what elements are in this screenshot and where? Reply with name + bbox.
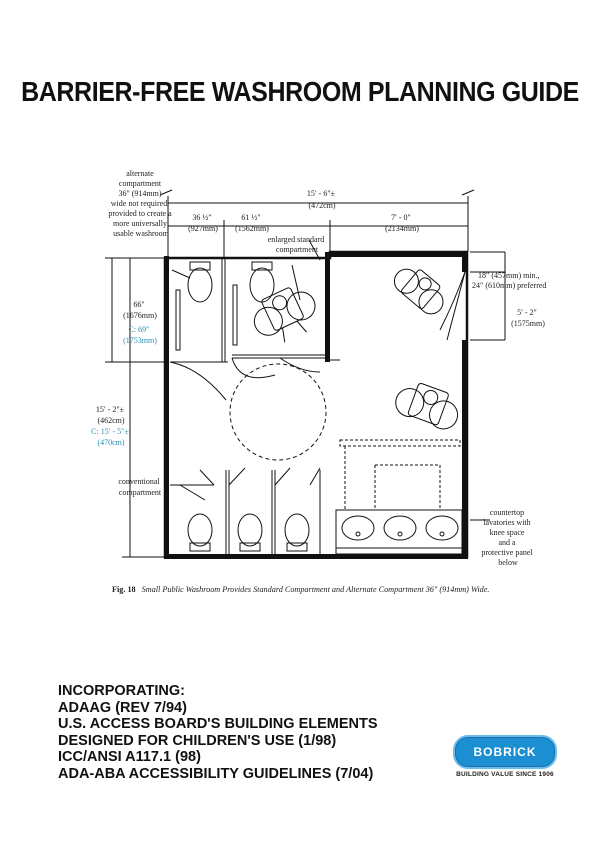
page-title: BARRIER-FREE WASHROOM PLANNING GUIDE	[21, 76, 579, 108]
dimension-18-inch: 18″ (457mm) min., 24″ (610mm) preferred	[472, 271, 547, 290]
alternate-compartment-note: alternate compartment 36″ (914mm) wide not required, provided to create a more universally usable washroom	[108, 169, 172, 238]
countertop-lavatories-note: countertop lavatories with knee space and a protective panel below	[481, 508, 533, 567]
dimension-66: 66″ (1676mm)	[123, 300, 157, 320]
incorporated-standards	[58, 683, 378, 782]
dimension-15-2-child: C: 15′ - 5″± (470cm)	[91, 427, 129, 447]
dimension-5-2: 5′ - 2″ (1575mm)	[511, 308, 545, 328]
dimension-66-child: C: 69″ (1753mm)	[123, 325, 157, 345]
figure-caption-text: Small Public Washroom Provides Standard Compartment and Alternate Compartment 36″ (914mm) Wide.	[141, 585, 490, 594]
dimension-7-feet: 7′ - 0″ (2134mm)	[385, 213, 419, 233]
figure-caption	[112, 585, 489, 594]
figure-number: Fig. 18	[112, 585, 136, 594]
standard-item: ADAAG (REV 7/94)	[58, 699, 187, 716]
brand-tagline: BUILDING VALUE SINCE 1906	[456, 771, 554, 778]
standard-item: ADA-ABA ACCESSIBILITY GUIDELINES (7/04)	[58, 765, 374, 782]
conventional-compartment-note: conventional compartment	[118, 477, 162, 497]
dimension-61-half: 61 ½″ (1562mm)	[235, 213, 269, 233]
dimension-15-2: 15′ - 2″± (462cm)	[95, 405, 125, 425]
standard-item: ICC/ANSI A117.1 (98)	[58, 749, 201, 765]
bobrick-logo: BOBRICK	[453, 735, 557, 769]
incorporating-heading: INCORPORATING:	[58, 683, 186, 699]
dimension-36-half: 36 ½″ (927mm)	[188, 213, 218, 233]
standard-item: DESIGNED FOR CHILDREN'S USE (1/98)	[58, 732, 337, 749]
overall-width-dimension: 15′ - 6″± (472cm)	[306, 189, 336, 210]
enlarged-compartment-note: enlarged standard compartment	[267, 235, 325, 254]
standard-item: U.S. ACCESS BOARD'S BUILDING ELEMENTS	[58, 716, 378, 732]
